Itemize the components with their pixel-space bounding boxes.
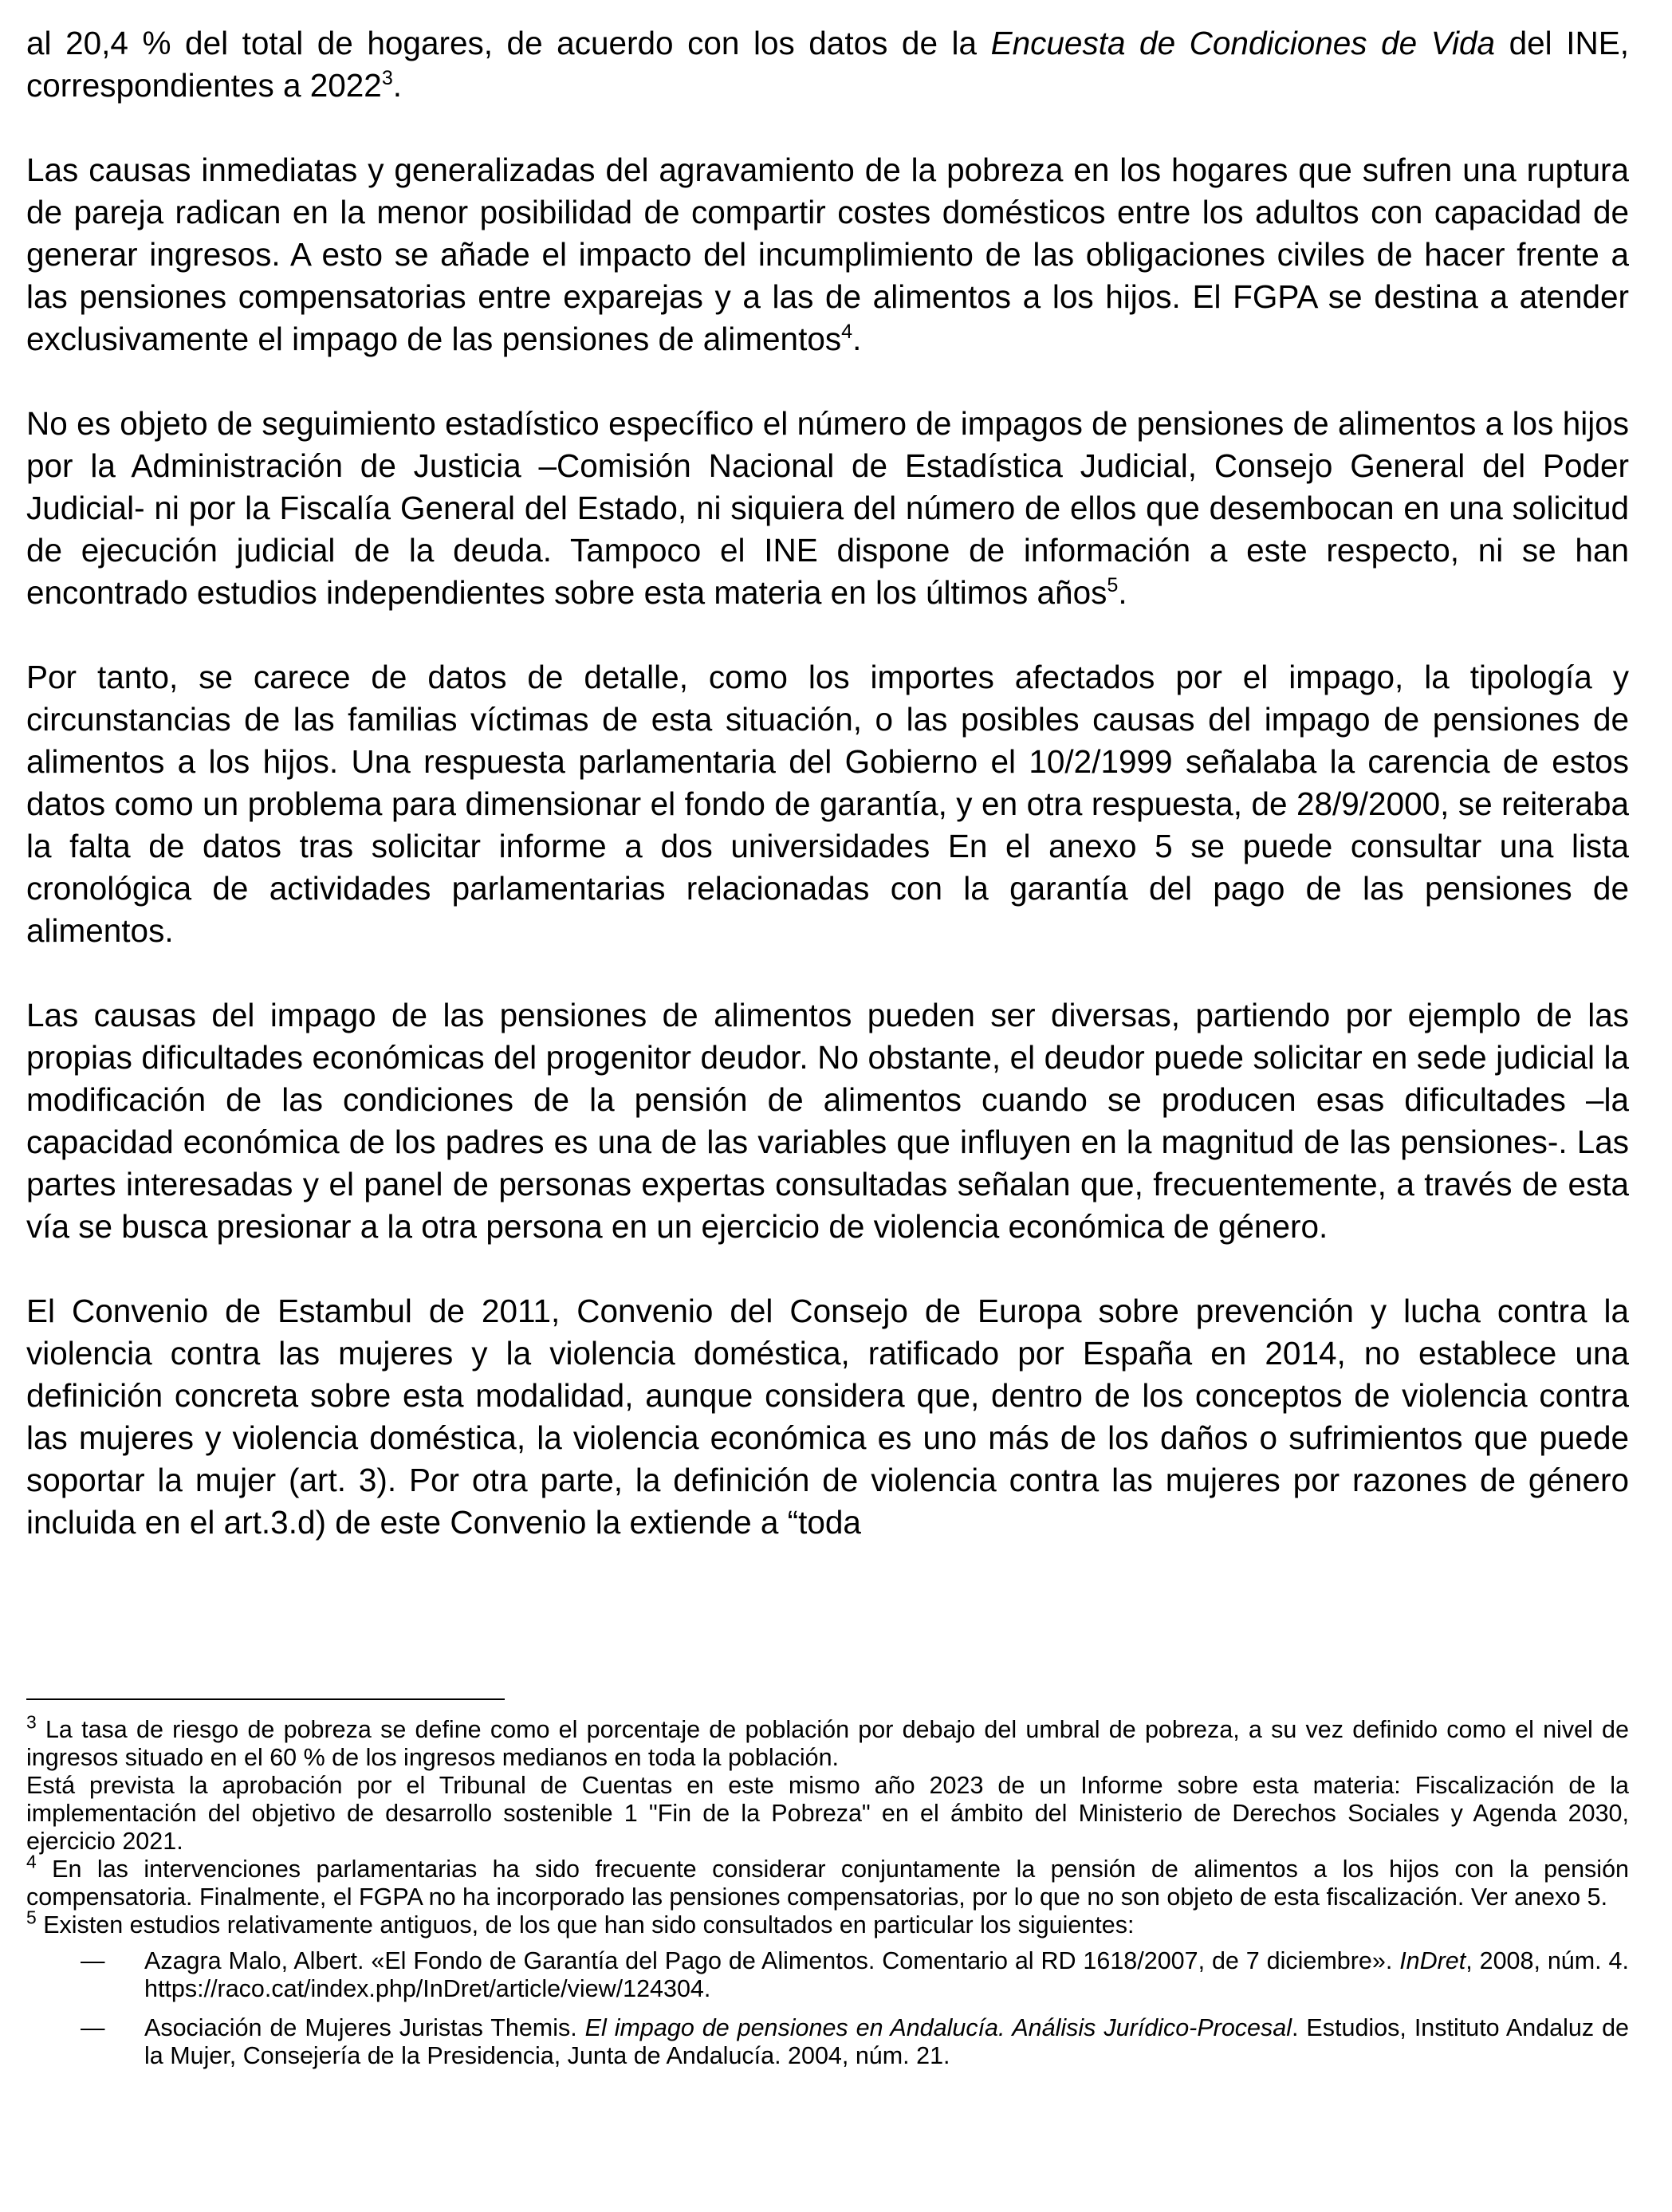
paragraph-2	[26, 149, 1629, 360]
footnotes	[26, 1711, 1629, 2070]
paragraph-1-text: al 20,4 % del total de hogares, de acuerdo con los datos de la	[26, 25, 991, 61]
paragraph-3-text: No es objeto de seguimiento estadístico específico el número de impagos de pensiones de alimentos a los hijos por la Administración de Justicia –Comisión Nacional de Estadística Judicial, Consejo General del Poder Judicial- ni por la Fiscalía General del Estado, ni siquiera del número de ellos que desembocan en una solicitud de ejecución judicial de la deuda. Tampoco el INE dispone de información a este respecto, ni se han encontrado estudios independientes sobre esta materia en los últimos años	[26, 405, 1629, 611]
reference-themis	[26, 2014, 1629, 2070]
footnote-4-text: En las intervenciones parlamentarias ha sido frecuente considerar conjuntamente la pensión de alimentos a los hijos con la pensión compensatoria. Finalmente, el FGPA no ha incorporado las pensiones compensatorias, por lo que no son objeto de esta fiscalización. Ver anexo 5.	[26, 1856, 1629, 1911]
reference-themis-text: Asociación de Mujeres Juristas Themis.	[144, 2014, 585, 2041]
footnote-3-number: 3	[26, 1711, 37, 1733]
footnote-3-extra: Está prevista la aprobación por el Tribunal de Cuentas en este mismo año 2023 de un Informe sobre esta materia: Fiscalización de la implementación del objetivo de desarrollo sostenible 1 "Fin de la Pobreza" en el ámbito del Ministerio de Derechos Sociales y Agenda 2030, ejercicio 2021.	[26, 1772, 1629, 1855]
paragraph-4-text: Por tanto, se carece de datos de detalle, como los importes afectados por el impago, la tipología y circunstancias de las familias víctimas de esta situación, o las posibles causas del impago de pensiones de alimentos a los hijos. Una respuesta parlamentaria del Gobierno el 10/2/1999 señalaba la carencia de estos datos como un problema para dimensionar el fondo de garantía, y en otra respuesta, de 28/9/2000, se reiteraba la falta de datos tras solicitar informe a dos universidades En el anexo 5 se puede consultar una lista cronológica de actividades parlamentarias relacionadas con la garantía del pago de las pensiones de alimentos.	[26, 659, 1629, 949]
paragraph-3-period: .	[1118, 574, 1127, 611]
paragraph-2-period: .	[852, 321, 862, 357]
footnote-3-text: La tasa de riesgo de pobreza se define como el porcentaje de población por debajo del umbral de pobreza, a su vez definido como el nivel de ingresos situado en el 60 % de los ingresos medianos en toda la población.	[26, 1716, 1629, 1771]
paragraph-1-text-end: del INE, correspondientes a 2022	[26, 25, 1630, 104]
footnote-5-number: 5	[26, 1907, 37, 1928]
paragraph-6	[26, 1290, 1629, 1544]
reference-azagra-text: Azagra Malo, Albert. «El Fondo de Garantía del Pago de Alimentos. Comentario al RD 1618/2007, de 7 diciembre».	[144, 1947, 1400, 1974]
list-dash: —	[81, 2014, 105, 2041]
study-title: El impago de pensiones en Andalucía. Análisis Jurídico-Procesal	[584, 2014, 1292, 2041]
survey-title: Encuesta de Condiciones de Vida	[990, 25, 1496, 61]
list-dash: —	[81, 1947, 105, 1974]
reference-themis-source: . Estudios, Instituto Andaluz de la Mujer, Consejería de la Presidencia, Junta de Andalucía. 2004, núm. 21.	[144, 2014, 1629, 2069]
paragraph-5-text: Las causas del impago de las pensiones de alimentos pueden ser diversas, partiendo por ejemplo de las propias dificultades económicas del progenitor deudor. No obstante, el deudor puede solicitar en sede judicial la modificación de las condiciones de la pensión de alimentos cuando se producen esas dificultades –la capacidad económica de los padres es una de las variables que influyen en la magnitud de las pensiones-. Las partes interesadas y el panel de personas expertas consultadas señalan que, frecuentemente, a través de esta vía se busca presionar a la otra persona en un ejercicio de violencia económica de género.	[26, 997, 1629, 1245]
footnote-5-text: Existen estudios relativamente antiguos, de los que han sido consultados en particular los siguientes:	[36, 1911, 1135, 1938]
footnote-4	[26, 1851, 1629, 1911]
footnote-ref-4[interactable]: 4	[841, 320, 853, 343]
footnote-4-number: 4	[26, 1851, 37, 1872]
paragraph-6-text: El Convenio de Estambul de 2011, Convenio del Consejo de Europa sobre prevención y lucha contra la violencia contra las mujeres y la violencia doméstica, ratificado por España en 2014, no establece una definición concreta sobre esta modalidad, aunque considera que, dentro de los conceptos de violencia contra las mujeres y violencia doméstica, la violencia económica es uno más de los daños o sufrimientos que puede soportar la mujer (art. 3). Por otra parte, la definición de violencia contra las mujeres por razones de género incluida en el art.3.d) de este Convenio la extiende a “toda	[26, 1293, 1629, 1541]
footnote-divider	[26, 1698, 505, 1700]
paragraph-4	[26, 656, 1629, 952]
journal-title: InDret	[1399, 1947, 1466, 1974]
footnote-5	[26, 1907, 1629, 1939]
paragraph-1-period: .	[392, 67, 403, 104]
footnote-ref-5[interactable]: 5	[1107, 573, 1119, 596]
footnote-ref-3[interactable]: 3	[381, 66, 393, 89]
paragraph-1	[26, 22, 1629, 107]
footnote-3	[26, 1711, 1629, 1772]
reference-azagra-source[interactable]: , 2008, núm. 4. https://raco.cat/index.php/InDret/article/view/124304.	[144, 1947, 1629, 2002]
paragraph-5	[26, 994, 1629, 1248]
body-text	[26, 22, 1629, 1544]
reference-azagra	[26, 1947, 1629, 2003]
paragraph-3	[26, 403, 1629, 614]
paragraph-2-text: Las causas inmediatas y generalizadas del agravamiento de la pobreza en los hogares que sufren una ruptura de pareja radican en la menor posibilidad de compartir costes domésticos entre los adultos con capacidad de generar ingresos. A esto se añade el impacto del incumplimiento de las obligaciones civiles de hacer frente a las pensiones compensatorias entre exparejas y a las de alimentos a los hijos. El FGPA se destina a atender exclusivamente el impago de las pensiones de alimentos	[26, 152, 1629, 357]
